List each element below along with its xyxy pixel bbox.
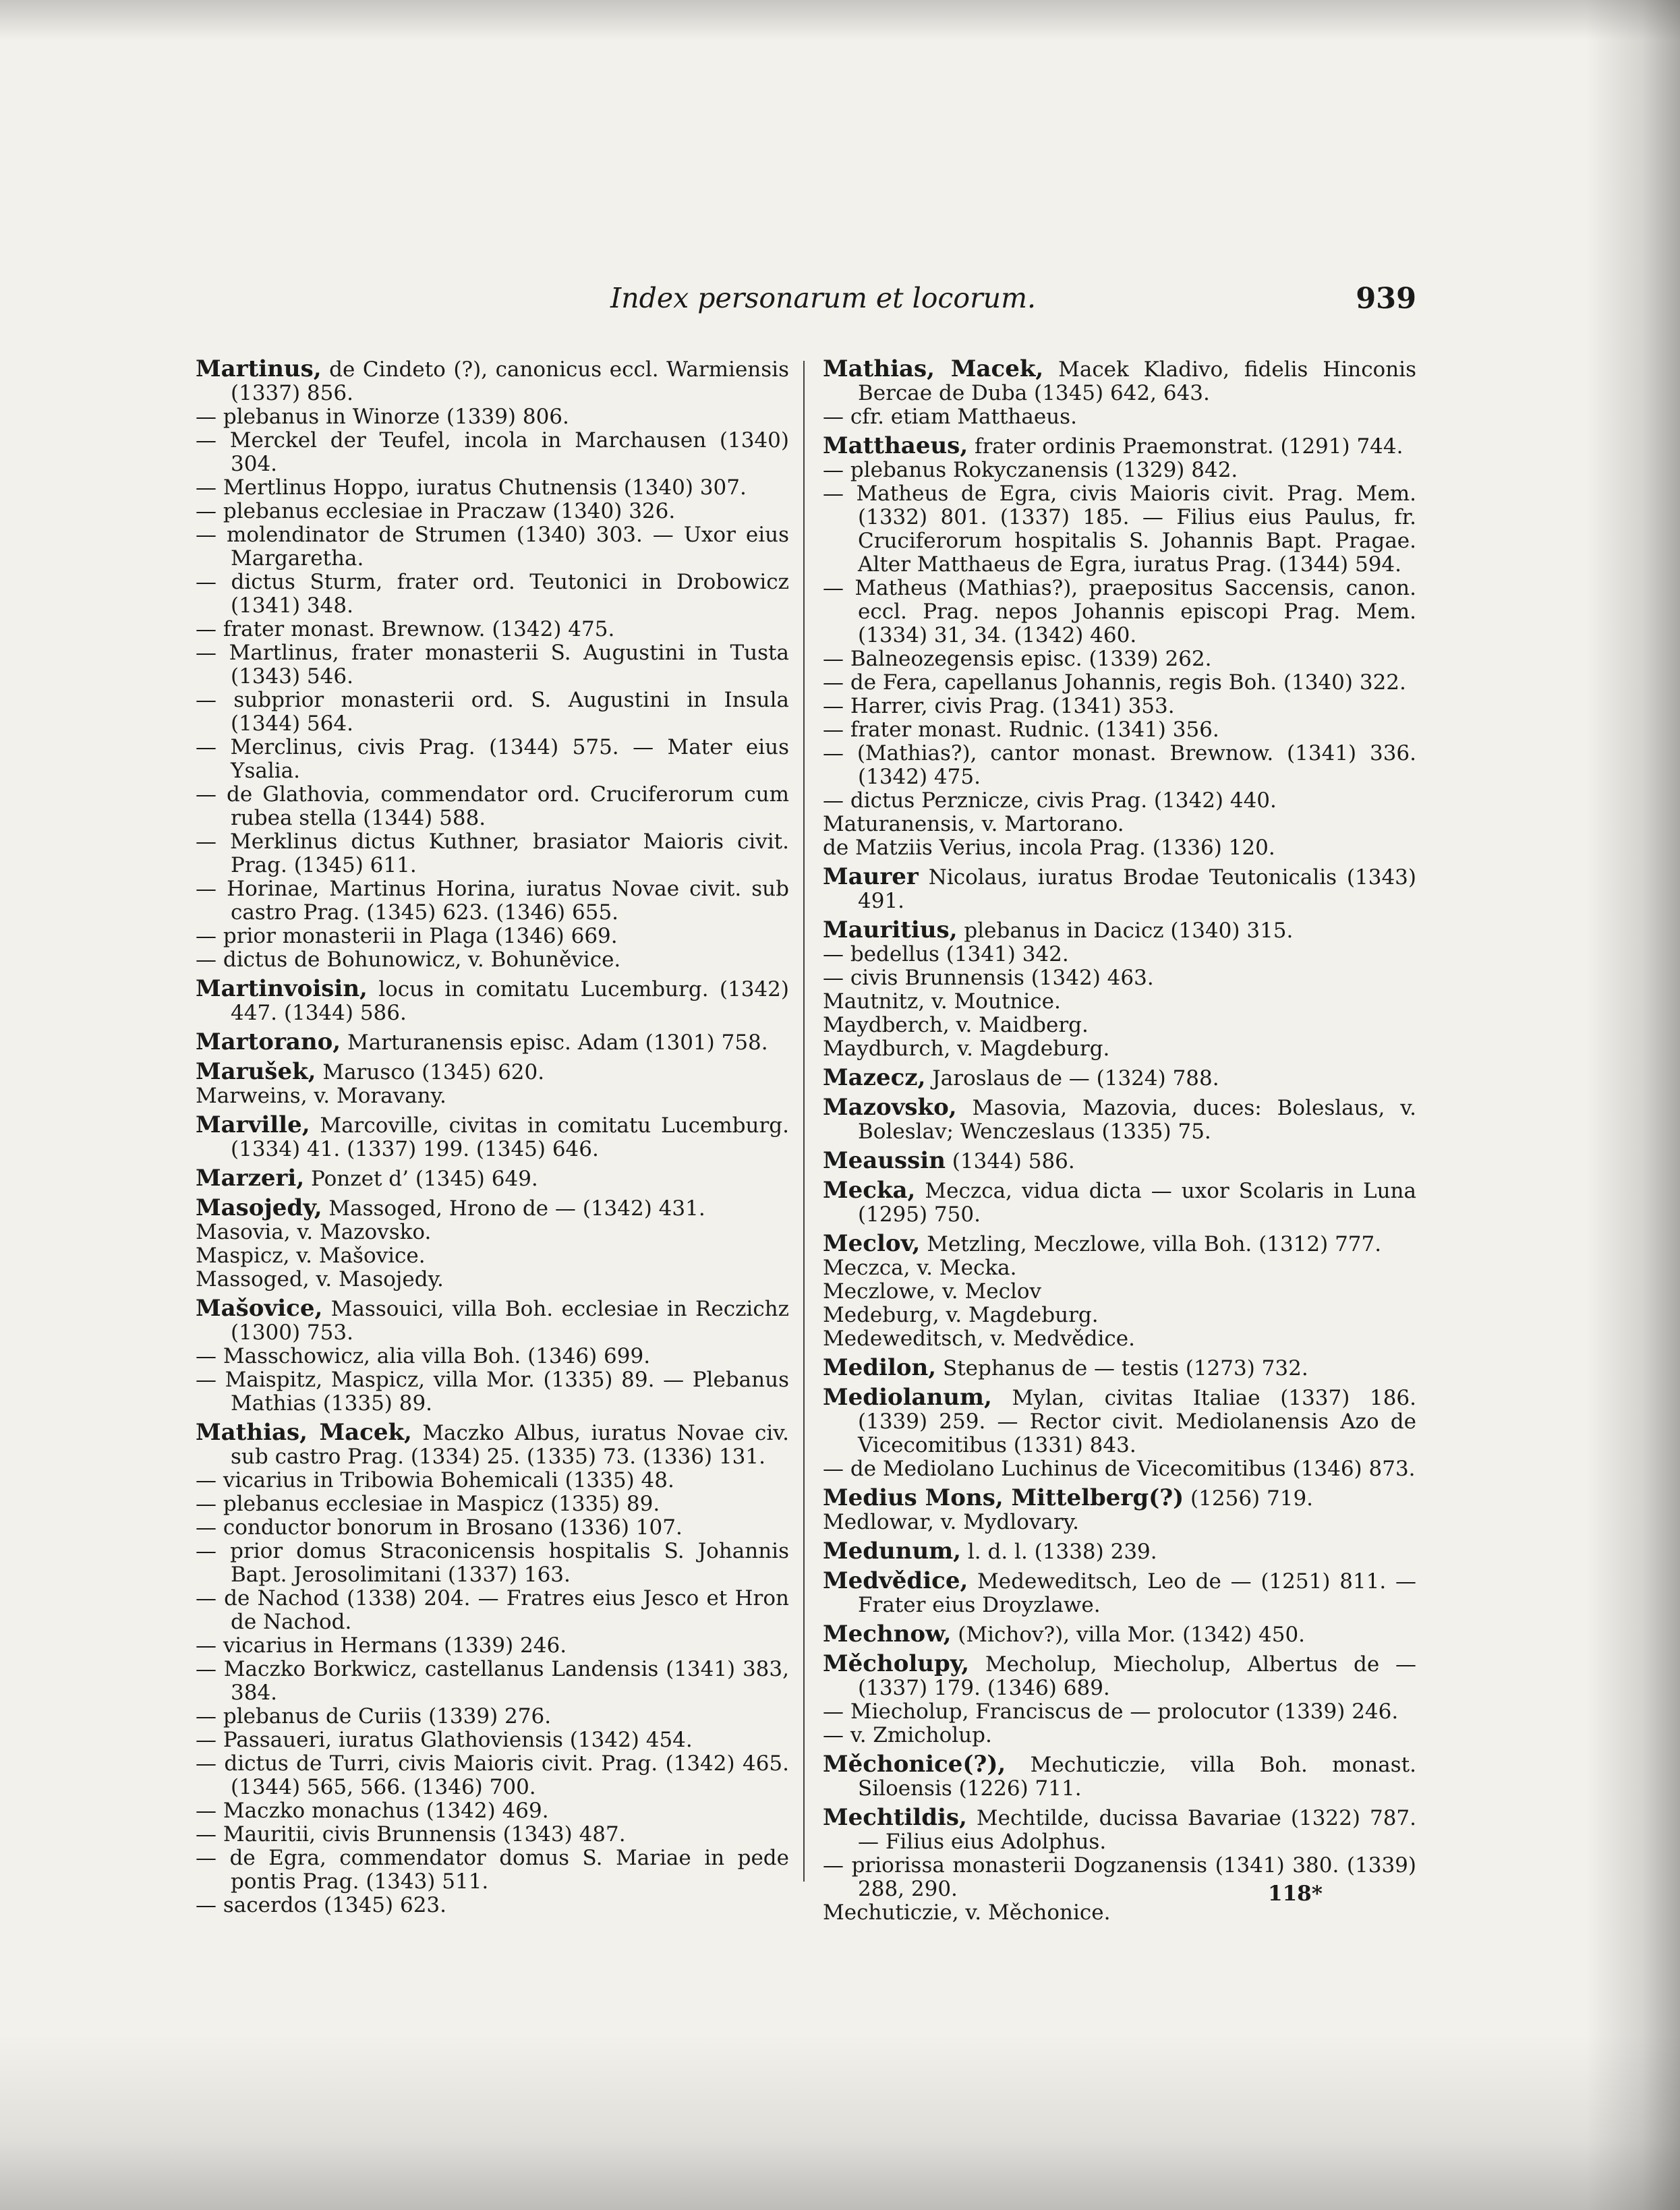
- scan-shadow-bottom: [0, 2035, 1680, 2210]
- entry-text: — frater monast. Brewnow. (1342) 475.: [196, 617, 615, 641]
- index-entry: [196, 1196, 789, 1221]
- index-entry: [196, 1799, 789, 1823]
- index-entry: [196, 1297, 789, 1345]
- index-entry: [823, 1540, 1416, 1564]
- entry-text: — Horinae, Martinus Horina, iuratus Novae civit. sub castro Prag. (1345) 623. (1346) 655.: [196, 877, 789, 925]
- signature-mark: 118*: [1268, 1882, 1323, 1906]
- entry-text: — Masschowicz, alia villa Boh. (1346) 699.: [196, 1344, 651, 1368]
- entry-text: — conductor bonorum in Brosano (1336) 107.: [196, 1515, 683, 1540]
- entry-text: — Maispitz, Maspicz, villa Mor. (1335) 89. — Plebanus Mathias (1335) 89.: [196, 1368, 789, 1416]
- index-entry: [196, 1540, 789, 1587]
- entry-text: — Matheus (Mathias?), praepositus Saccensis, canon. eccl. Prag. nepos Johannis episcopi Prag. Mem. (1334) 31, 34. (1342) 460.: [823, 576, 1416, 647]
- entry-text: — dictus de Bohunowicz, v. Bohuněvice.: [196, 948, 621, 972]
- entry-text: Ponzet d’ (1345) 649.: [304, 1167, 538, 1191]
- entry-text: — civis Brunnensis (1342) 463.: [823, 966, 1154, 990]
- index-entry: [196, 1846, 789, 1894]
- index-entry: [196, 1084, 789, 1108]
- entry-text: — Harrer, civis Prag. (1341) 353.: [823, 694, 1175, 718]
- index-entry: [823, 1806, 1416, 1854]
- entry-text: — de Glathovia, commendator ord. Cruciferorum cum rubea stella (1344) 588.: [196, 782, 789, 830]
- index-entry: [196, 429, 789, 476]
- entry-text: — subprior monasterii ord. S. Augustini in Insula (1344) 564.: [196, 688, 789, 736]
- index-entry: [823, 1486, 1416, 1511]
- entry-text: — Balneozegensis episc. (1339) 262.: [823, 647, 1212, 671]
- index-entry: [823, 1569, 1416, 1617]
- entry-text: Medeweditsch, Leo de — (1251) 811. — Frater eius Droyzlawe.: [858, 1569, 1416, 1617]
- entry-headword: Mathias, Macek,: [823, 355, 1044, 382]
- entry-text: frater ordinis Praemonstrat. (1291) 744.: [968, 434, 1403, 459]
- entry-headword: Matthaeus,: [823, 432, 968, 459]
- index-entry: [196, 1492, 789, 1516]
- index-entry: [196, 1167, 789, 1191]
- entry-text: Mylan, civitas Italiae (1337) 186. (1339) 259. — Rector civit. Mediolanensis Azo de Vicecomitibus (1331) 843.: [858, 1386, 1416, 1457]
- entry-text: — de Nachod (1338) 204. — Fratres eius Jesco et Hron de Nachod.: [196, 1586, 789, 1634]
- entry-headword: Mazovsko,: [823, 1094, 957, 1121]
- entry-text: Mechuticzie, villa Boh. monast. Siloensis (1226) 711.: [858, 1753, 1416, 1801]
- index-entry: [823, 405, 1416, 429]
- entry-text: Meczca, vidua dicta — uxor Scolaris in Luna (1295) 750.: [858, 1179, 1416, 1227]
- entry-headword: Mathias, Macek,: [196, 1419, 412, 1446]
- index-entry: [823, 482, 1416, 577]
- index-entry: [196, 1030, 789, 1055]
- index-entry: [196, 571, 789, 618]
- index-entry: [823, 919, 1416, 943]
- entry-text: Mecholup, Miecholup, Albertus de — (1337) 179. (1346) 689.: [858, 1652, 1416, 1700]
- index-entry: [823, 1854, 1416, 1901]
- entry-headword: Marzeri,: [196, 1165, 305, 1192]
- entry-headword: Měchonice(?),: [823, 1751, 1006, 1778]
- entry-text: — priorissa monasterii Dogzanensis (1341) 380. (1339) 288, 290.: [823, 1853, 1416, 1901]
- index-entry: [196, 877, 789, 925]
- entry-text: Meczca, v. Mecka.: [823, 1256, 1017, 1280]
- entry-text: Maczko Albus, iuratus Novae civ. sub castro Prag. (1334) 25. (1335) 73. (1336) 131.: [231, 1421, 789, 1469]
- entry-text: Marusco (1345) 620.: [316, 1060, 545, 1084]
- entry-headword: Mechtildis,: [823, 1804, 967, 1831]
- index-entry: [823, 718, 1416, 742]
- index-entry: [196, 1060, 789, 1084]
- entry-text: — Merckel der Teufel, incola in Marchausen (1340) 304.: [196, 428, 789, 476]
- entry-text: Nicolaus, iuratus Brodae Teutonicalis (1343) 491.: [858, 865, 1416, 913]
- index-entry: [196, 1113, 789, 1161]
- right-column: [823, 357, 1416, 1925]
- index-entry: [823, 1457, 1416, 1481]
- entry-text: (Michov?), villa Mor. (1342) 450.: [951, 1623, 1306, 1647]
- index-entry: [196, 357, 789, 405]
- index-entry: [196, 1221, 789, 1244]
- entry-text: Masovia, Mazovia, duces: Boleslaus, v. Boleslav; Wenczeslaus (1335) 75.: [858, 1096, 1416, 1144]
- entry-text: — Mertlinus Hoppo, iuratus Chutnensis (1340) 307.: [196, 475, 747, 500]
- entry-text: — cfr. etiam Matthaeus.: [823, 405, 1077, 429]
- entry-text: — plebanus ecclesiae in Maspicz (1335) 89.: [196, 1492, 660, 1516]
- entry-headword: Marville,: [196, 1111, 310, 1138]
- index-entry: [196, 500, 789, 523]
- entry-headword: Medius Mons, Mittelberg(?): [823, 1484, 1184, 1511]
- entry-text: — plebanus in Winorze (1339) 806.: [196, 405, 569, 429]
- entry-text: — (Mathias?), cantor monast. Brewnow. (1341) 336. (1342) 475.: [823, 741, 1416, 789]
- index-entry: [823, 1724, 1416, 1747]
- entry-text: — bedellus (1341) 342.: [823, 942, 1069, 966]
- index-entry: [823, 1511, 1416, 1534]
- entry-text: (1344) 586.: [945, 1149, 1075, 1173]
- entry-headword: Meaussin: [823, 1147, 946, 1174]
- index-entry: [196, 736, 789, 783]
- entry-text: de Cindeto (?), canonicus eccl. Warmiensis (1337) 856.: [231, 357, 789, 405]
- entry-text: Stephanus de — testis (1273) 732.: [936, 1356, 1308, 1380]
- entry-headword: Martinvoisin,: [196, 975, 368, 1002]
- index-entry: [823, 1096, 1416, 1144]
- index-entry: [823, 1327, 1416, 1351]
- entry-text: — Miecholup, Franciscus de — prolocutor (1339) 246.: [823, 1699, 1399, 1724]
- entry-text: Mautnitz, v. Moutnice.: [823, 989, 1061, 1014]
- scan-shadow-right: [1586, 0, 1680, 2210]
- entry-text: — vicarius in Tribowia Bohemicali (1335) 48.: [196, 1468, 674, 1492]
- entry-text: Masovia, v. Mazovsko.: [196, 1220, 432, 1244]
- entry-text: Metzling, Meczlowe, villa Boh. (1312) 777.: [920, 1232, 1382, 1256]
- entry-headword: Maurer: [823, 863, 919, 890]
- entry-text: Mechuticzie, v. Měchonice.: [823, 1900, 1111, 1925]
- index-entry: [823, 1623, 1416, 1647]
- entry-text: Marcoville, civitas in comitatu Lucemburg. (1334) 41. (1337) 199. (1345) 646.: [231, 1113, 789, 1161]
- running-title: Index personarum et locorum.: [610, 282, 1036, 314]
- index-entry: [196, 1705, 789, 1728]
- entry-text: Medeburg, v. Magdeburg.: [823, 1303, 1099, 1327]
- index-entry: [823, 1149, 1416, 1173]
- entry-text: — Matheus de Egra, civis Maioris civit. Prag. Mem. (1332) 801. (1337) 185. — Filius eius Paulus, fr. Cruciferorum hospitalis S. Johannis Bapt. Pragae. Alter Matthaeus de Egra, iuratus Prag. (1344) 594.: [823, 482, 1416, 577]
- index-entry: [823, 695, 1416, 718]
- index-entry: [196, 925, 789, 948]
- index-entry: [196, 523, 789, 571]
- entry-text: Massouici, villa Boh. ecclesiae in Reczichz (1300) 753.: [231, 1297, 789, 1345]
- entry-headword: Mašovice,: [196, 1295, 323, 1322]
- entry-text: Maspicz, v. Mašovice.: [196, 1244, 426, 1268]
- index-entry: [196, 830, 789, 877]
- index-entry: [823, 789, 1416, 813]
- index-entry: [196, 641, 789, 689]
- index-entry: [823, 865, 1416, 913]
- entry-text: — plebanus de Curiis (1339) 276.: [196, 1704, 552, 1728]
- entry-text: plebanus in Dacicz (1340) 315.: [957, 919, 1294, 943]
- index-entry: [823, 1304, 1416, 1327]
- running-head: [196, 282, 1416, 322]
- entry-text: de Matziis Verius, incola Prag. (1336) 120.: [823, 836, 1275, 860]
- entry-text: — plebanus ecclesiae in Praczaw (1340) 326.: [196, 499, 676, 523]
- page-number: 939: [1356, 282, 1416, 316]
- left-column: [196, 357, 789, 1917]
- index-entry: [823, 671, 1416, 695]
- index-entry: [196, 1658, 789, 1705]
- entry-text: — sacerdos (1345) 623.: [196, 1893, 446, 1917]
- entry-text: Jaroslaus de — (1324) 788.: [925, 1066, 1219, 1091]
- entry-text: — de Egra, commendator domus S. Mariae in pede pontis Prag. (1343) 511.: [196, 1846, 789, 1894]
- entry-text: — Merclinus, civis Prag. (1344) 575. — Mater eius Ysalia.: [196, 735, 789, 783]
- entry-text: Marweins, v. Moravany.: [196, 1084, 446, 1108]
- entry-text: — de Fera, capellanus Johannis, regis Boh. (1340) 322.: [823, 670, 1406, 695]
- index-entry: [196, 1634, 789, 1658]
- entry-text: — frater monast. Rudnic. (1341) 356.: [823, 718, 1219, 742]
- index-entry: [823, 1014, 1416, 1037]
- column-divider: [803, 361, 805, 1882]
- entry-text: — prior monasterii in Plaga (1346) 669.: [196, 924, 618, 948]
- entry-text: Medlowar, v. Mydlovary.: [823, 1510, 1079, 1534]
- entry-text: Marturanensis episc. Adam (1301) 758.: [341, 1030, 768, 1055]
- entry-headword: Mechnow,: [823, 1621, 952, 1648]
- entry-headword: Mecka,: [823, 1177, 916, 1204]
- index-entry: [823, 647, 1416, 671]
- entry-text: — Martlinus, frater monasterii S. Augustini in Tusta (1343) 546.: [196, 641, 789, 689]
- entry-text: — de Mediolano Luchinus de Vicecomitibus (1346) 873.: [823, 1457, 1416, 1481]
- entry-text: — dictus Sturm, frater ord. Teutonici in Drobowicz (1341) 348.: [196, 570, 789, 618]
- index-entry: [196, 476, 789, 500]
- index-entry: [823, 836, 1416, 860]
- index-entry: [823, 577, 1416, 647]
- index-entry: [823, 1066, 1416, 1091]
- entry-headword: Mazecz,: [823, 1064, 926, 1091]
- index-entry: [823, 357, 1416, 405]
- index-entry: [196, 1752, 789, 1799]
- scan-shadow-top: [0, 0, 1680, 40]
- entry-text: locus in comitatu Lucemburg. (1342) 447. (1344) 586.: [231, 977, 789, 1025]
- index-entry: [823, 1700, 1416, 1724]
- index-entry: [196, 1268, 789, 1291]
- index-entry: [823, 1356, 1416, 1380]
- index-entry: [196, 689, 789, 736]
- index-entry: [823, 1753, 1416, 1801]
- entry-text: — dictus de Turri, civis Maioris civit. Prag. (1342) 465. (1344) 565, 566. (1346) 700.: [196, 1751, 789, 1799]
- entry-text: — Maczko Borkwicz, castellanus Landensis (1341) 383, 384.: [196, 1657, 789, 1705]
- entry-text: — Merklinus dictus Kuthner, brasiator Maioris civit. Prag. (1345) 611.: [196, 830, 789, 877]
- index-entry: [823, 1280, 1416, 1304]
- entry-text: Meczlowe, v. Meclov: [823, 1279, 1042, 1304]
- index-entry: [196, 977, 789, 1025]
- index-entry: [196, 1516, 789, 1540]
- index-entry: [823, 1037, 1416, 1061]
- index-entry: [196, 618, 789, 641]
- index-entry: [823, 966, 1416, 990]
- index-entry: [823, 1652, 1416, 1700]
- index-entry: [823, 434, 1416, 459]
- entry-headword: Martinus,: [196, 355, 322, 382]
- entry-text: — prior domus Straconicensis hospitalis S. Johannis Bapt. Jerosolimitani (1337) 163.: [196, 1539, 789, 1587]
- index-entry: [196, 948, 789, 972]
- index-entry: [196, 405, 789, 429]
- entry-text: — v. Zmicholup.: [823, 1723, 992, 1747]
- entry-headword: Medilon,: [823, 1354, 937, 1381]
- entry-headword: Martorano,: [196, 1028, 341, 1055]
- entry-text: Maturanensis, v. Martorano.: [823, 812, 1124, 836]
- entry-text: — dictus Perznicze, civis Prag. (1342) 440.: [823, 788, 1277, 813]
- index-entry: [823, 1232, 1416, 1256]
- index-entry: [823, 742, 1416, 789]
- entry-text: — Passaueri, iuratus Glathoviensis (1342) 454.: [196, 1728, 693, 1752]
- entry-headword: Měcholupy,: [823, 1650, 970, 1677]
- index-entry: [823, 1179, 1416, 1227]
- index-entry: [196, 1587, 789, 1634]
- index-entry: [196, 1894, 789, 1917]
- entry-text: — Maczko monachus (1342) 469.: [196, 1799, 549, 1823]
- entry-text: Medeweditsch, v. Medvědice.: [823, 1327, 1135, 1351]
- index-entry: [196, 1728, 789, 1752]
- index-entry: [196, 1345, 789, 1368]
- entry-headword: Marušek,: [196, 1058, 316, 1085]
- index-entry: [823, 459, 1416, 482]
- index-entry: [196, 1244, 789, 1268]
- entry-headword: Medvědice,: [823, 1567, 968, 1594]
- index-entry: [196, 1469, 789, 1492]
- index-entry: [823, 1901, 1416, 1925]
- entry-text: Massoged, Hrono de — (1342) 431.: [322, 1196, 705, 1221]
- entry-headword: Masojedy,: [196, 1194, 322, 1221]
- entry-headword: Meclov,: [823, 1230, 921, 1257]
- entry-headword: Mauritius,: [823, 917, 958, 943]
- entry-text: Massoged, v. Masojedy.: [196, 1267, 444, 1291]
- entry-text: Maydberch, v. Maidberg.: [823, 1013, 1089, 1037]
- entry-headword: Medunum,: [823, 1538, 962, 1565]
- entry-text: — molendinator de Strumen (1340) 303. — Uxor eius Margaretha.: [196, 523, 789, 571]
- entry-text: (1256) 719.: [1184, 1486, 1314, 1511]
- entry-text: Maydburch, v. Magdeburg.: [823, 1037, 1110, 1061]
- entry-text: l. d. l. (1338) 239.: [961, 1540, 1157, 1564]
- index-entry: [823, 1256, 1416, 1280]
- entry-headword: Mediolanum,: [823, 1384, 992, 1411]
- index-entry: [196, 783, 789, 830]
- entry-text: Mechtilde, ducissa Bavariae (1322) 787. — Filius eius Adolphus.: [858, 1806, 1416, 1854]
- index-entry: [196, 1421, 789, 1469]
- entry-text: — plebanus Rokyczanensis (1329) 842.: [823, 458, 1238, 482]
- index-entry: [823, 1386, 1416, 1457]
- index-entry: [823, 943, 1416, 966]
- index-entry: [196, 1368, 789, 1416]
- index-entry: [823, 813, 1416, 836]
- index-entry: [823, 990, 1416, 1014]
- index-entry: [196, 1823, 789, 1846]
- entry-text: — vicarius in Hermans (1339) 246.: [196, 1633, 567, 1658]
- entry-text: Macek Kladivo, fidelis Hinconis Bercae de Duba (1345) 642, 643.: [858, 357, 1417, 405]
- entry-text: — Mauritii, civis Brunnensis (1343) 487.: [196, 1822, 626, 1846]
